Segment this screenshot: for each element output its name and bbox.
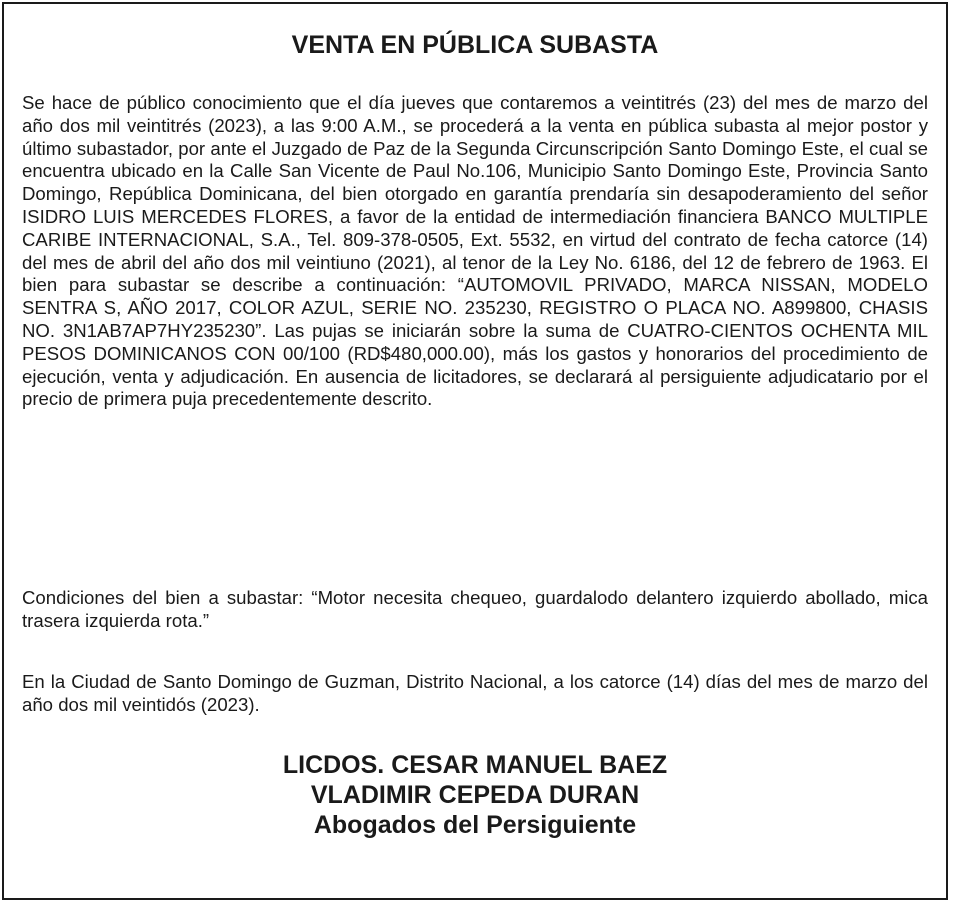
signature-role: Abogados del Persiguiente <box>313 811 637 839</box>
conditions-paragraph: Condiciones del bien a subastar: “Motor necesita chequeo, guardalodo delantero izquierdo abollado, mica trasera izquierda rota.” <box>22 587 928 631</box>
place-date-paragraph: En la Ciudad de Santo Domingo de Guzman, Distrito Nacional, a los catorce (14) días del mes de marzo del año dos mil veintidós (2023). <box>22 671 928 715</box>
auction-notice <box>2 2 948 900</box>
signature-line-lawyer-1: LICDOS. CESAR MANUEL BAEZ <box>282 751 668 779</box>
signature-line-lawyer-2: VLADIMIR CEPEDA DURAN <box>310 781 640 809</box>
signature-block <box>4 750 946 840</box>
notice-body-paragraph: Se hace de público conocimiento que el día jueves que contaremos a veintitrés (23) del mes de marzo del año dos mil veintitrés (2023), a las 9:00 A.M., se procederá a la venta en pública subasta al mejor postor y último subastador, por ante el Juzgado de Paz de la Segunda Circunscripción Santo Domingo Este, el cual se encuentra ubicado en la Calle San Vicente de Paul No.106, Municipio Santo Domingo Este, Provincia Santo Domingo, República Dominicana, del bien otorgado en garantía prendaría sin desapoderamiento del señor ISIDRO LUIS MERCEDES FLORES, a favor de la entidad de intermediación financiera BANCO MULTIPLE CARIBE INTERNACIONAL, S.A., Tel. 809-378-0505, Ext. 5532, en virtud del contrato de fecha catorce (14) del mes de abril del año dos mil veintiuno (2021), al tenor de la Ley No. 6186, del 12 de febrero de 1963. El bien para subastar se describe a continuación: “AUTOMOVIL PRIVADO, MARCA NISSAN, MODELO SENTRA S, AÑO 2017, COLOR AZUL, SERIE NO. 235230, REGISTRO O PLACA NO. A899800, CHASIS NO. 3N1AB7AP7HY235230”. Las pujas se iniciarán sobre la suma de CUATRO-CIENTOS OCHENTA MIL PESOS DOMINICANOS CON 00/100 (RD$480,000.00), más los gastos y honorarios del procedimiento de ejecución, venta y adjudicación. En ausencia de licitadores, se declarará al persiguiente adjudicatario por el precio de primera puja precedentemente descrito. <box>22 92 928 410</box>
notice-title: VENTA EN PÚBLICA SUBASTA <box>291 31 659 59</box>
